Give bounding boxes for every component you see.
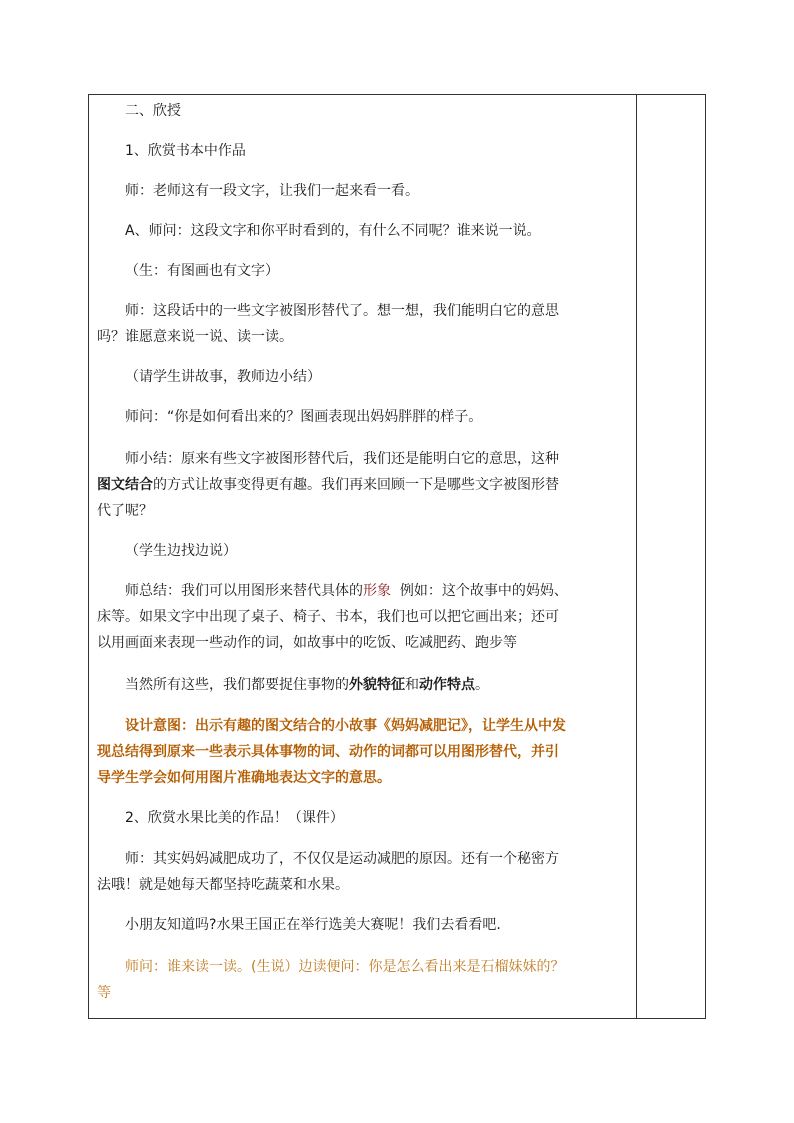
bold-term: 外貌特征 — [349, 677, 405, 693]
item2-title: 2、欣赏水果比美的作品！（课件） — [125, 810, 344, 826]
highlight-term: 形象 — [363, 583, 391, 599]
teacher-question: 师问：谁来读一读。(生说）边读便问：你是怎么看出来是石榴妹妹的？ — [125, 959, 565, 975]
paragraph: 师：这段话中的一些文字被图形替代了。想一想，我们能明白它的意思 — [125, 303, 559, 319]
paragraph: 小朋友知道吗?水果王国正在举行选美大赛呢！我们去看看吧. — [125, 917, 501, 933]
paragraph: 师：老师这有一段文字，让我们一起来看一看。 — [125, 183, 419, 199]
paragraph-cont: 床等。如果文字中出现了桌子、椅子、书本，我们也可以把它画出来；还可 — [97, 609, 559, 625]
paragraph: 师：其实妈妈减肥成功了，不仅仅是运动减肥的原因。还有一个秘密方 — [125, 851, 559, 867]
item1-title: 1、欣赏书本中作品 — [125, 143, 246, 159]
text-run: 师总结：我们可以用图形来替代具体的 — [125, 583, 363, 599]
paragraph-cont: 代了呢？ — [97, 503, 153, 519]
paragraph-cont: 法哦！就是她每天都坚持吃蔬菜和水果。 — [97, 877, 349, 893]
design-intent: 设计意图：出示有趣的图文结合的小故事《妈妈减肥记》，让学生从中发 — [125, 718, 566, 734]
paragraph: A、师问：这段文字和你平时看到的，有什么不同呢？谁来说一说。 — [125, 223, 541, 239]
column-divider — [636, 95, 637, 1018]
lesson-table — [88, 94, 706, 1019]
text-run: 和 — [405, 677, 419, 693]
text-run: 的方式让故事变得更有趣。我们再来回顾一下是哪些文字被图形替 — [153, 477, 559, 493]
bold-term: 图文结合 — [97, 477, 153, 493]
text-run: 。 — [475, 677, 489, 693]
student-action: （学生边找边说） — [125, 543, 237, 559]
paragraph: 师小结：原来有些文字被图形替代后，我们还是能明白它的意思，这种 — [125, 451, 559, 467]
teacher-question-cont: 等 — [97, 985, 111, 1001]
bold-term: 动作特点 — [419, 677, 475, 693]
paragraph: 师问：“你是如何看出来的？图画表现出妈妈胖胖的样子。 — [125, 409, 483, 425]
paragraph — [125, 676, 489, 694]
student-answer: （生：有图画也有文字） — [125, 263, 279, 279]
design-intent-cont: 导学生学会如何用图片准确地表达文字的意思。 — [97, 770, 391, 786]
teacher-note: （请学生讲故事，教师边小结） — [125, 369, 321, 385]
design-intent-cont: 现总结得到原来一些表示具体事物的词、动作的词都可以用图形替代，并引 — [97, 744, 559, 760]
paragraph-cont: 以用画面来表现一些动作的词，如故事中的吃饭、吃减肥药、跑步等 — [97, 635, 517, 651]
paragraph-cont — [97, 476, 559, 494]
text-run: 例如：这个故事中的妈妈、 — [391, 583, 568, 599]
paragraph — [125, 582, 568, 600]
section-heading: 二、欣授 — [125, 103, 181, 119]
text-run: 当然所有这些，我们都要捉住事物的 — [125, 677, 349, 693]
paragraph-cont: 吗？谁愿意来说一说、读一读。 — [97, 329, 293, 345]
